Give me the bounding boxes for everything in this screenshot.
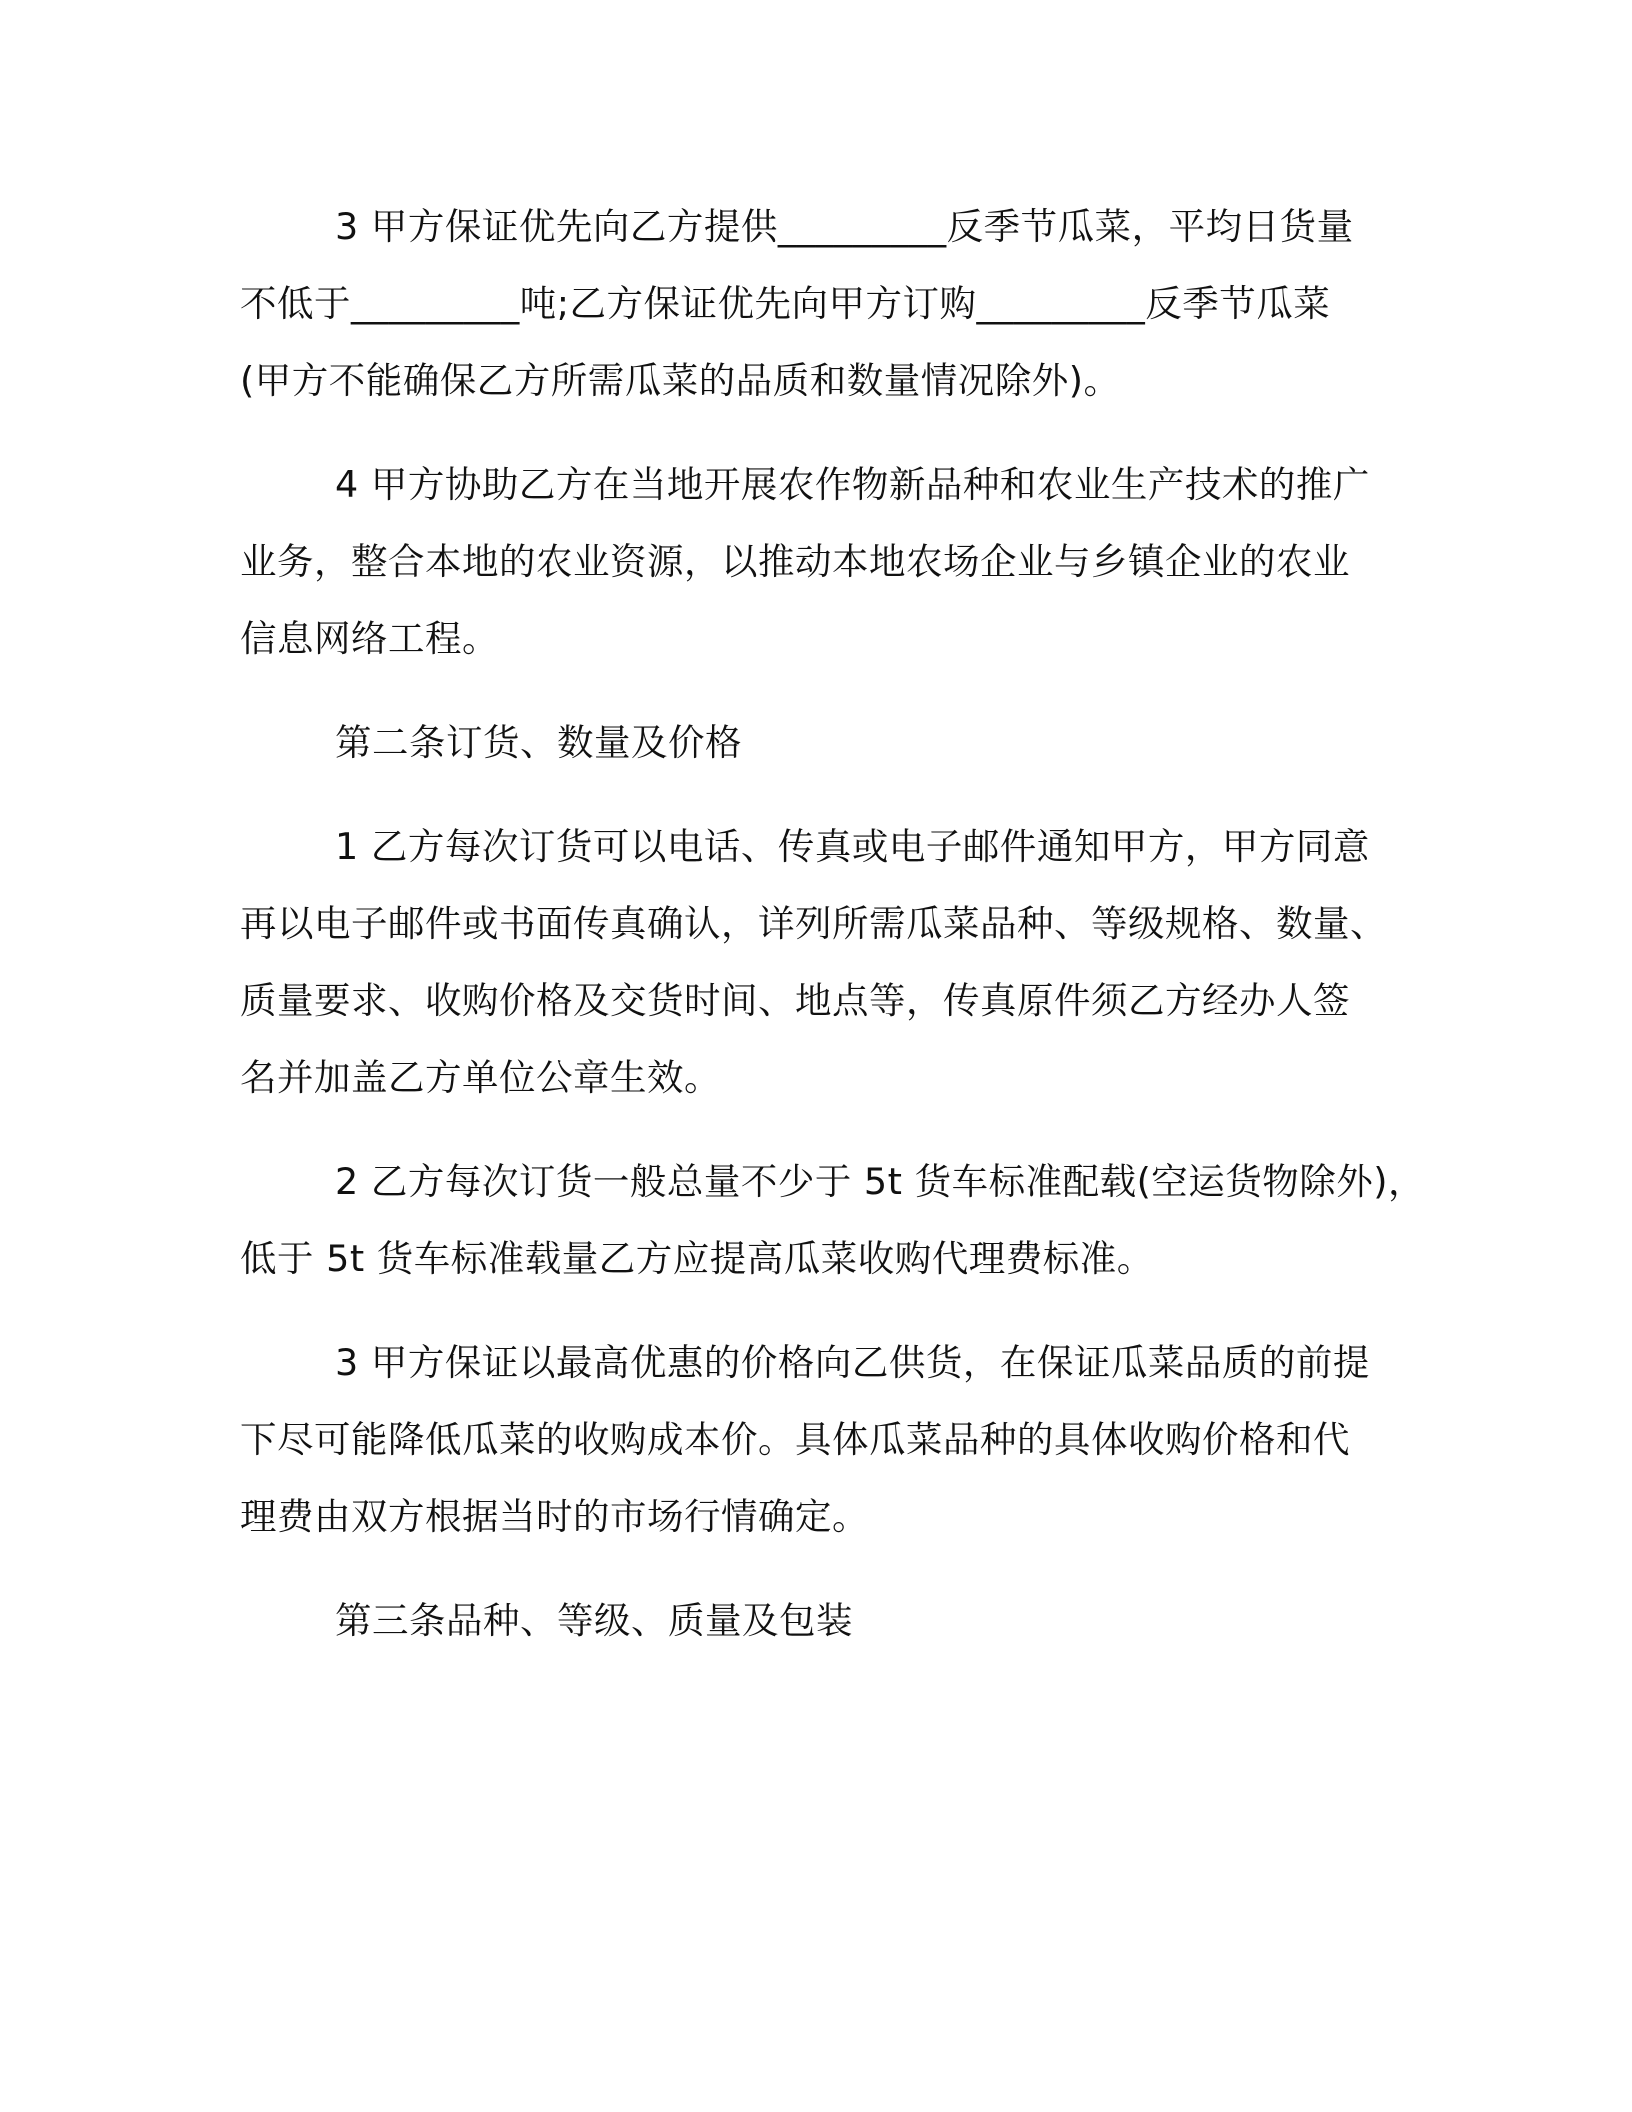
clause-2-1-paragraph xyxy=(240,808,1390,1116)
clause-2-3-paragraph xyxy=(240,1324,1390,1555)
section-heading: 第三条品种、等级、质量及包装 xyxy=(335,1599,853,1642)
text-line: 低于 5t 货车标准载量乙方应提高瓜菜收购代理费标准。 xyxy=(240,1237,1154,1280)
article-2-heading xyxy=(240,704,1390,781)
text-line: 名并加盖乙方单位公章生效。 xyxy=(240,1056,721,1099)
text-line: 再以电子邮件或书面传真确认，详列所需瓜菜品种、等级规格、数量、 xyxy=(240,902,1387,945)
document-body xyxy=(240,188,1426,1686)
clause-1-3-paragraph xyxy=(240,188,1390,419)
text-line: 质量要求、收购价格及交货时间、地点等，传真原件须乙方经办人签 xyxy=(240,979,1350,1022)
text-line: (甲方不能确保乙方所需瓜菜的品质和数量情况除外)。 xyxy=(240,359,1121,402)
text-line: 信息网络工程。 xyxy=(240,617,499,660)
text-line: 3 甲方保证优先向乙方提供_________反季节瓜菜，平均日货量 xyxy=(335,205,1354,248)
section-heading: 第二条订货、数量及价格 xyxy=(335,721,742,764)
clause-1-4-paragraph xyxy=(240,446,1390,677)
text-line: 1 乙方每次订货可以电话、传真或电子邮件通知甲方，甲方同意 xyxy=(335,825,1370,868)
article-3-heading xyxy=(240,1582,1390,1659)
text-line: 3 甲方保证以最高优惠的价格向乙供货，在保证瓜菜品质的前提 xyxy=(335,1341,1370,1384)
text-line: 4 甲方协助乙方在当地开展农作物新品种和农业生产技术的推广 xyxy=(335,463,1370,506)
text-line: 不低于_________吨;乙方保证优先向甲方订购_________反季节瓜菜 xyxy=(240,282,1331,325)
text-line: 理费由双方根据当时的市场行情确定。 xyxy=(240,1495,869,1538)
clause-2-2-paragraph xyxy=(240,1143,1426,1297)
text-line: 2 乙方每次订货一般总量不少于 5t 货车标准配载(空运货物除外)， xyxy=(335,1160,1426,1203)
text-line: 业务，整合本地的农业资源，以推动本地农场企业与乡镇企业的农业 xyxy=(240,540,1350,583)
text-line: 下尽可能降低瓜菜的收购成本价。具体瓜菜品种的具体收购价格和代 xyxy=(240,1418,1350,1461)
